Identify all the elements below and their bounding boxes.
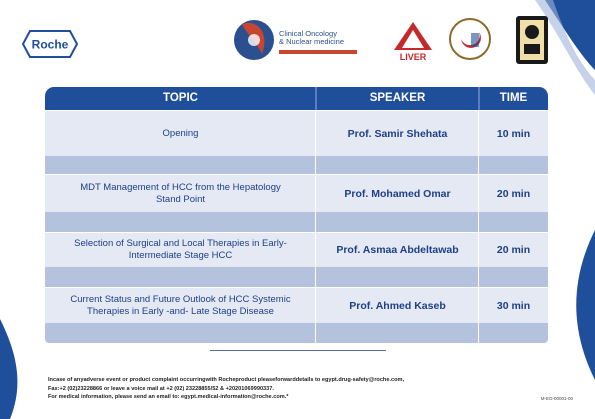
disclaimer-line2: Fax:+2 (02)23228866 or leave a voice mail at +2 (02) 23228855/52 & +20201069990337. <box>48 385 274 392</box>
row-topic: Opening <box>162 127 199 139</box>
header-divider-2 <box>478 87 480 110</box>
header-topic: TOPIC <box>163 92 198 104</box>
header-speaker: SPEAKER <box>369 92 426 104</box>
disclaimer-line1: Incase of anyadverse event or product complaint occurringwith Rocheproduct pleaseforwarddetails to egypt.drug-safety@roche.com, <box>48 377 405 383</box>
roche-logo <box>22 30 78 58</box>
row-speaker: Prof. Asmaa Abdeltawab <box>336 244 459 256</box>
agenda-table <box>45 87 548 345</box>
safety-disclaimer <box>48 376 404 402</box>
oncology-logo-line2: & Nuclear medicine <box>279 37 345 46</box>
row-separator <box>45 267 548 287</box>
row-time: 30 min <box>496 299 531 312</box>
oncology-emblem-icon <box>232 14 276 64</box>
row-time: 10 min <box>496 127 531 140</box>
liver-logo-text: LIVER <box>399 52 427 62</box>
table-header-row <box>45 87 548 110</box>
row-separator <box>45 212 548 232</box>
header-time: TIME <box>499 92 528 104</box>
row-speaker: Prof. Samir Shehata <box>347 127 448 140</box>
header-divider-1 <box>315 87 317 110</box>
disclaimer-line3: For medical information, please send an email to: egypt.medical-information@roche.com.* <box>48 394 289 400</box>
document-code: M-EG-00001-00 <box>540 396 573 401</box>
bottom-left-wave-decoration <box>0 299 40 419</box>
liver-triangle-icon <box>392 20 434 52</box>
right-side-wave-decoration <box>565 230 595 380</box>
row-speaker: Prof. Ahmed Kaseb <box>349 299 446 312</box>
row-topic: MDT Management of HCC from the Hepatology Stand Point <box>80 181 281 205</box>
row-separator <box>45 323 548 343</box>
column-divider-2 <box>478 110 479 343</box>
clinical-oncology-logo <box>232 14 372 66</box>
column-divider-1 <box>315 110 316 343</box>
row-time: 20 min <box>496 187 531 200</box>
row-topic: Current Status and Future Outlook of HCC Systemic Therapies in Early -and- Late Stage Disease <box>70 293 291 317</box>
row-speaker: Prof. Mohamed Omar <box>344 187 451 200</box>
row-time: 20 min <box>496 244 531 256</box>
roche-logo-text: Roche <box>31 37 69 52</box>
university-seal-logo <box>514 14 550 66</box>
oncology-logo-line1: Clinical Oncology <box>279 29 337 38</box>
liver-logo <box>392 14 434 66</box>
row-separator <box>45 156 548 174</box>
oncology-logo-strip <box>279 50 357 54</box>
signature-line <box>210 350 386 351</box>
row-topic: Selection of Surgical and Local Therapies in Early- Intermediate Stage HCC <box>74 238 287 261</box>
faculty-crescent-seal-logo <box>447 14 493 66</box>
